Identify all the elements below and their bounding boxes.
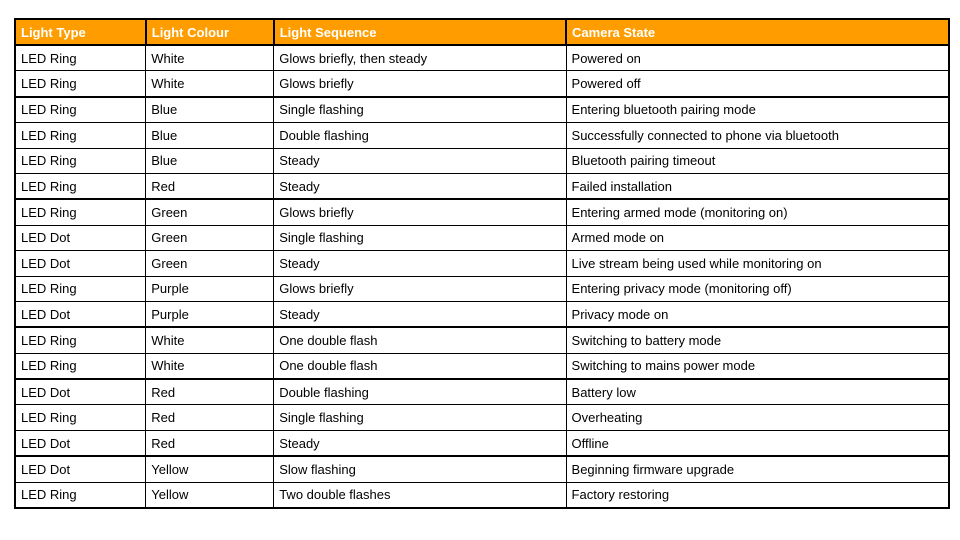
table-cell: White bbox=[146, 45, 274, 71]
table-cell: Powered off bbox=[566, 71, 949, 97]
table-cell: LED Dot bbox=[15, 225, 146, 250]
table-cell: LED Ring bbox=[15, 173, 146, 199]
table-cell: LED Ring bbox=[15, 45, 146, 71]
table-cell: Failed installation bbox=[566, 173, 949, 199]
table-cell: LED Ring bbox=[15, 148, 146, 173]
table-row bbox=[15, 301, 949, 327]
table-cell: Double flashing bbox=[274, 123, 566, 148]
table-cell: Steady bbox=[274, 173, 566, 199]
table-cell: Steady bbox=[274, 148, 566, 173]
table-cell: White bbox=[146, 327, 274, 353]
column-header-light-colour: Light Colour bbox=[146, 19, 274, 45]
led-status-table bbox=[14, 18, 950, 509]
table-cell: Switching to mains power mode bbox=[566, 353, 949, 379]
table-cell: LED Dot bbox=[15, 456, 146, 482]
column-header-camera-state: Camera State bbox=[566, 19, 949, 45]
table-cell: Two double flashes bbox=[274, 482, 566, 508]
table-cell: Single flashing bbox=[274, 225, 566, 250]
column-header-light-type: Light Type bbox=[15, 19, 146, 45]
table-cell: Bluetooth pairing timeout bbox=[566, 148, 949, 173]
table-cell: Battery low bbox=[566, 379, 949, 405]
table-row bbox=[15, 353, 949, 379]
table-cell: LED Ring bbox=[15, 199, 146, 225]
table-cell: LED Dot bbox=[15, 379, 146, 405]
table-cell: Glows briefly bbox=[274, 71, 566, 97]
table-cell: Green bbox=[146, 251, 274, 276]
table-cell: LED Dot bbox=[15, 301, 146, 327]
table-cell: Purple bbox=[146, 276, 274, 301]
table-cell: Glows briefly bbox=[274, 199, 566, 225]
table-cell: Slow flashing bbox=[274, 456, 566, 482]
table-cell: Red bbox=[146, 405, 274, 430]
table-row bbox=[15, 71, 949, 97]
table-cell: Red bbox=[146, 173, 274, 199]
table-header bbox=[15, 19, 949, 45]
table-cell: Yellow bbox=[146, 482, 274, 508]
table-row bbox=[15, 482, 949, 508]
table-row bbox=[15, 123, 949, 148]
table-cell: LED Ring bbox=[15, 353, 146, 379]
table-cell: Entering privacy mode (monitoring off) bbox=[566, 276, 949, 301]
table-cell: Red bbox=[146, 430, 274, 456]
table-cell: Successfully connected to phone via bluetooth bbox=[566, 123, 949, 148]
table-cell: Switching to battery mode bbox=[566, 327, 949, 353]
table-cell: One double flash bbox=[274, 353, 566, 379]
table-row bbox=[15, 225, 949, 250]
table-row bbox=[15, 430, 949, 456]
column-header-light-sequence: Light Sequence bbox=[274, 19, 566, 45]
table-row bbox=[15, 173, 949, 199]
table-cell: Blue bbox=[146, 97, 274, 123]
table-row bbox=[15, 379, 949, 405]
table-row bbox=[15, 199, 949, 225]
table-cell: Steady bbox=[274, 430, 566, 456]
table-cell: Blue bbox=[146, 148, 274, 173]
table-cell: Blue bbox=[146, 123, 274, 148]
table-cell: LED Ring bbox=[15, 482, 146, 508]
table-cell: LED Ring bbox=[15, 327, 146, 353]
table-cell: Live stream being used while monitoring on bbox=[566, 251, 949, 276]
table-row bbox=[15, 251, 949, 276]
table-row bbox=[15, 405, 949, 430]
table-row bbox=[15, 327, 949, 353]
table-cell: Purple bbox=[146, 301, 274, 327]
table-cell: White bbox=[146, 71, 274, 97]
table-cell: Glows briefly bbox=[274, 276, 566, 301]
table-cell: Steady bbox=[274, 251, 566, 276]
table-cell: Single flashing bbox=[274, 405, 566, 430]
table-cell: LED Ring bbox=[15, 97, 146, 123]
table-row bbox=[15, 456, 949, 482]
table-cell: Privacy mode on bbox=[566, 301, 949, 327]
table-row bbox=[15, 276, 949, 301]
table-cell: Green bbox=[146, 199, 274, 225]
table-cell: Entering armed mode (monitoring on) bbox=[566, 199, 949, 225]
table-cell: White bbox=[146, 353, 274, 379]
table-row bbox=[15, 97, 949, 123]
table-cell: Steady bbox=[274, 301, 566, 327]
table-cell: Powered on bbox=[566, 45, 949, 71]
table-cell: LED Dot bbox=[15, 251, 146, 276]
table-cell: Single flashing bbox=[274, 97, 566, 123]
table-row bbox=[15, 45, 949, 71]
table-cell: LED Ring bbox=[15, 123, 146, 148]
table-cell: LED Dot bbox=[15, 430, 146, 456]
table-cell: Beginning firmware upgrade bbox=[566, 456, 949, 482]
table-cell: LED Ring bbox=[15, 71, 146, 97]
table-cell: Armed mode on bbox=[566, 225, 949, 250]
table-cell: Entering bluetooth pairing mode bbox=[566, 97, 949, 123]
table-cell: Factory restoring bbox=[566, 482, 949, 508]
led-table-body bbox=[15, 45, 949, 508]
table-cell: Double flashing bbox=[274, 379, 566, 405]
table-cell: Glows briefly, then steady bbox=[274, 45, 566, 71]
table-cell: Offline bbox=[566, 430, 949, 456]
table-cell: LED Ring bbox=[15, 405, 146, 430]
table-cell: Green bbox=[146, 225, 274, 250]
table-header-row bbox=[15, 19, 949, 45]
table-cell: One double flash bbox=[274, 327, 566, 353]
table-cell: Red bbox=[146, 379, 274, 405]
table-cell: Overheating bbox=[566, 405, 949, 430]
table-cell: LED Ring bbox=[15, 276, 146, 301]
table-row bbox=[15, 148, 949, 173]
table-cell: Yellow bbox=[146, 456, 274, 482]
